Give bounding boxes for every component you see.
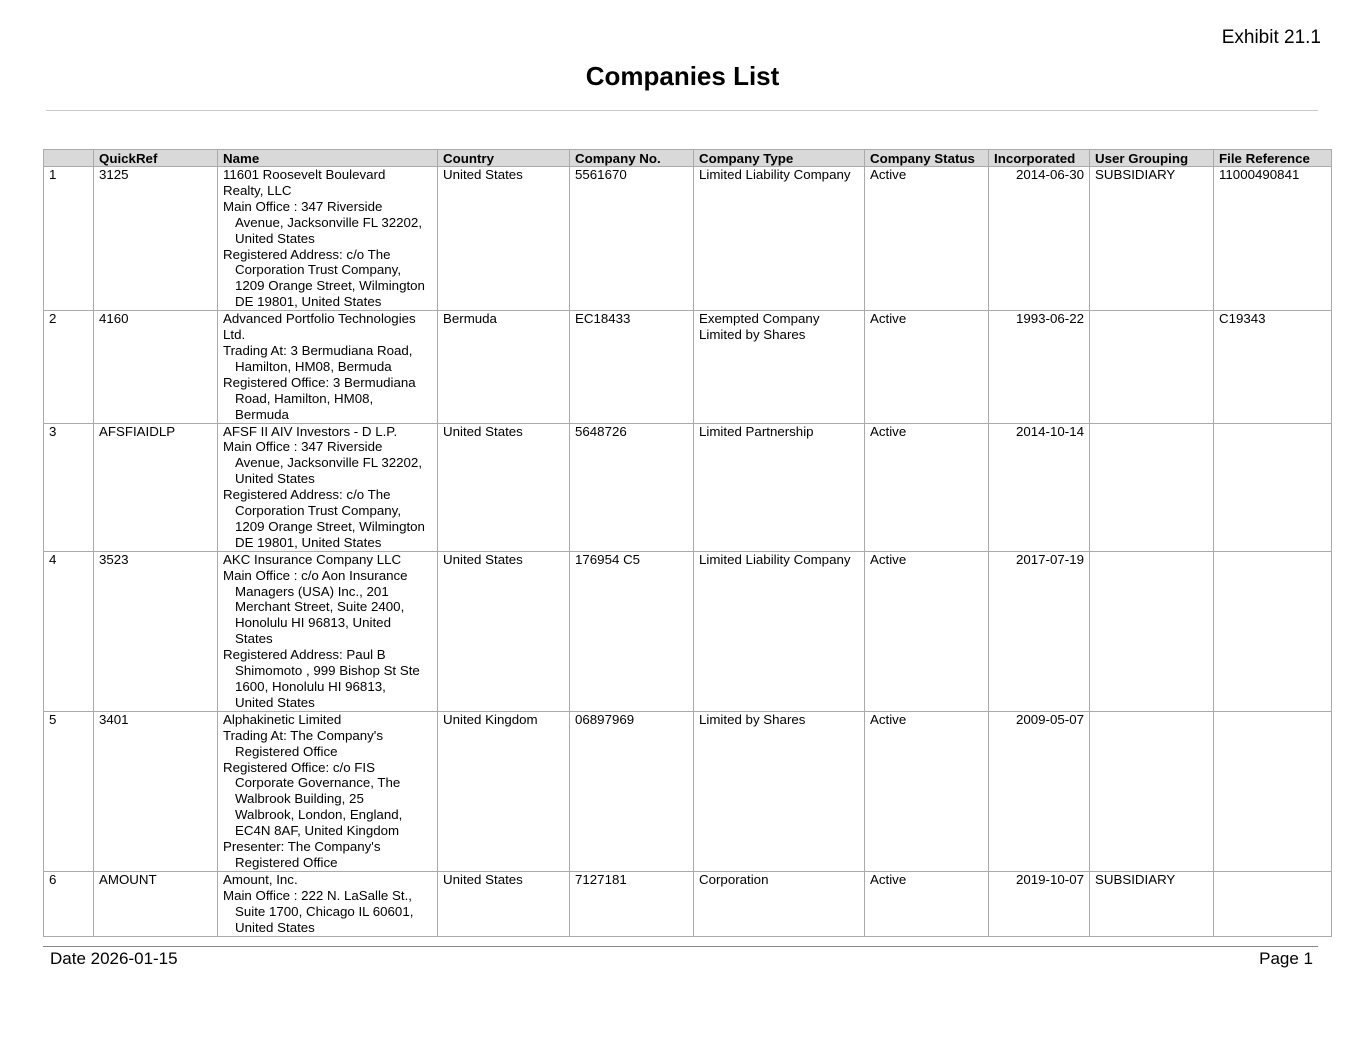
cell-incorporated: 2017-07-19: [989, 551, 1090, 711]
table-row: [44, 551, 1332, 711]
name-line: Advanced Portfolio Technologies: [223, 311, 416, 327]
name-line: United States: [235, 471, 315, 487]
cell-user-grouping: [1090, 551, 1214, 711]
cell-quickref: 3523: [94, 551, 218, 711]
name-line: Registered Office: [235, 854, 338, 870]
name-line: Shimomoto , 999 Bishop St Ste: [235, 663, 420, 679]
name-line: Avenue, Jacksonville FL 32202,: [235, 455, 423, 471]
cell-file-reference: [1214, 551, 1332, 711]
cell-name: [218, 711, 438, 871]
company-type-line: Limited by Shares: [699, 711, 806, 727]
cell-file-reference: [1214, 423, 1332, 551]
cell-company-status: Active: [865, 311, 989, 423]
footer-page-number: Page 1: [1259, 949, 1313, 968]
footer-divider: [43, 946, 1318, 947]
name-line: United States: [235, 919, 315, 935]
name-line: 11601 Roosevelt Boulevard: [223, 167, 386, 182]
name-line: Road, Hamilton, HM08,: [235, 390, 374, 406]
column-header-quickref: QuickRef: [94, 150, 218, 167]
cell-quickref: 4160: [94, 311, 218, 423]
cell-company-no: EC18433: [570, 311, 694, 423]
name-line: Registered Office: 3 Bermudiana: [223, 374, 416, 390]
cell-country: United States: [438, 871, 570, 936]
cell-index: 5: [44, 711, 94, 871]
column-header-name: Name: [218, 150, 438, 167]
cell-company-type: [694, 551, 865, 711]
cell-company-no: 06897969: [570, 711, 694, 871]
name-line: Main Office : 347 Riverside: [223, 198, 383, 214]
cell-quickref: AFSFIAIDLP: [94, 423, 218, 551]
company-type-line: Limited by Shares: [699, 327, 806, 343]
name-line: Trading At: 3 Bermudiana Road,: [223, 342, 413, 358]
name-line: DE 19801, United States: [235, 534, 382, 550]
cell-name: [218, 871, 438, 936]
cell-file-reference: [1214, 711, 1332, 871]
name-line: Registered Office: [235, 743, 338, 759]
column-header-company-type: Company Type: [694, 150, 865, 167]
name-line: Presenter: The Company's: [223, 839, 381, 855]
cell-company-type: [694, 167, 865, 311]
cell-user-grouping: SUBSIDIARY: [1090, 871, 1214, 936]
name-line: Alphakinetic Limited: [223, 711, 342, 727]
name-line: 1209 Orange Street, Wilmington: [235, 278, 425, 294]
name-line: Corporate Governance, The: [235, 775, 401, 791]
cell-company-status: Active: [865, 167, 989, 311]
name-line: United States: [235, 694, 315, 710]
cell-quickref: 3401: [94, 711, 218, 871]
company-type-line: Corporation: [699, 871, 769, 887]
name-line: AFSF II AIV Investors - D L.P.: [223, 423, 398, 439]
cell-incorporated: 2014-06-30: [989, 167, 1090, 311]
cell-index: 2: [44, 311, 94, 423]
cell-company-type: [694, 711, 865, 871]
cell-company-type: [694, 423, 865, 551]
company-type-line: Limited Liability Company: [699, 551, 851, 567]
name-line: Corporation Trust Company,: [235, 262, 402, 278]
cell-name: [218, 311, 438, 423]
cell-file-reference: [1214, 871, 1332, 936]
cell-user-grouping: [1090, 311, 1214, 423]
cell-name: [218, 423, 438, 551]
table-row: [44, 167, 1332, 311]
cell-index: 4: [44, 551, 94, 711]
cell-file-reference: C19343: [1214, 311, 1332, 423]
cell-country: United States: [438, 423, 570, 551]
company-type-line: Limited Liability Company: [699, 167, 851, 182]
footer-date: Date 2026-01-15: [50, 949, 178, 968]
cell-incorporated: 2019-10-07: [989, 871, 1090, 936]
cell-company-status: Active: [865, 551, 989, 711]
name-line: Registered Address: Paul B: [223, 647, 386, 663]
column-header-incorporated: Incorporated: [989, 150, 1090, 167]
name-line: Registered Address: c/o The: [223, 487, 391, 503]
column-header-user-grouping: User Grouping: [1090, 150, 1214, 167]
name-line: Walbrook, London, England,: [235, 807, 403, 823]
cell-user-grouping: [1090, 423, 1214, 551]
cell-company-type: [694, 871, 865, 936]
cell-company-no: 5561670: [570, 167, 694, 311]
name-line: Avenue, Jacksonville FL 32202,: [235, 214, 423, 230]
cell-file-reference: 11000490841: [1214, 167, 1332, 311]
cell-company-status: Active: [865, 711, 989, 871]
cell-name: [218, 551, 438, 711]
column-header-file-reference: File Reference: [1214, 150, 1332, 167]
company-type-line: Exempted Company: [699, 311, 820, 327]
cell-company-no: 5648726: [570, 423, 694, 551]
name-line: Bermuda: [235, 406, 289, 422]
name-line: United States: [235, 230, 315, 246]
table-header-row: [44, 150, 1332, 167]
cell-country: United States: [438, 551, 570, 711]
name-line: Honolulu HI 96813, United: [235, 615, 391, 631]
name-line: Merchant Street, Suite 2400,: [235, 599, 405, 615]
cell-user-grouping: [1090, 711, 1214, 871]
cell-country: United Kingdom: [438, 711, 570, 871]
companies-table: [43, 149, 1332, 937]
name-line: 1600, Honolulu HI 96813,: [235, 679, 386, 694]
name-line: Main Office : 347 Riverside: [223, 439, 383, 455]
page-title: Companies List: [585, 61, 780, 91]
name-line: Registered Address: c/o The: [223, 246, 391, 262]
name-line: AKC Insurance Company LLC: [223, 551, 402, 567]
cell-country: Bermuda: [438, 311, 570, 423]
name-line: Managers (USA) Inc., 201: [235, 583, 389, 599]
cell-incorporated: 2014-10-14: [989, 423, 1090, 551]
company-type-line: Limited Partnership: [699, 423, 814, 439]
name-line: Registered Office: c/o FIS: [223, 759, 375, 775]
name-line: Ltd.: [223, 327, 246, 343]
cell-index: 3: [44, 423, 94, 551]
name-line: Main Office : 222 N. LaSalle St.,: [223, 887, 412, 903]
cell-company-status: Active: [865, 871, 989, 936]
header-divider: [46, 110, 1318, 111]
cell-company-no: 7127181: [570, 871, 694, 936]
column-header-company-status: Company Status: [865, 150, 989, 167]
cell-index: 6: [44, 871, 94, 936]
table-row: [44, 423, 1332, 551]
cell-quickref: 3125: [94, 167, 218, 311]
column-header-country: Country: [438, 150, 570, 167]
table-row: [44, 311, 1332, 423]
name-line: Trading At: The Company's: [223, 727, 383, 743]
name-line: Hamilton, HM08, Bermuda: [235, 358, 392, 374]
table-row: [44, 711, 1332, 871]
exhibit-label: Exhibit 21.1: [1221, 27, 1321, 48]
column-header-company-no: Company No.: [570, 150, 694, 167]
cell-company-status: Active: [865, 423, 989, 551]
cell-incorporated: 2009-05-07: [989, 711, 1090, 871]
name-line: Main Office : c/o Aon Insurance: [223, 567, 408, 583]
name-line: Walbrook Building, 25: [235, 791, 364, 807]
cell-company-type: [694, 311, 865, 423]
name-line: Suite 1700, Chicago IL 60601,: [235, 903, 414, 919]
cell-incorporated: 1993-06-22: [989, 311, 1090, 423]
name-line: EC4N 8AF, United Kingdom: [235, 823, 400, 839]
name-line: States: [235, 631, 273, 647]
name-line: Realty, LLC: [223, 182, 292, 198]
cell-name: [218, 167, 438, 311]
cell-company-no: 176954 C5: [570, 551, 694, 711]
name-line: Corporation Trust Company,: [235, 503, 402, 519]
name-line: DE 19801, United States: [235, 294, 382, 310]
column-header-index: [44, 150, 94, 167]
name-line: Amount, Inc.: [223, 871, 298, 887]
cell-user-grouping: SUBSIDIARY: [1090, 167, 1214, 311]
table-row: [44, 871, 1332, 936]
name-line: 1209 Orange Street, Wilmington: [235, 518, 425, 534]
cell-quickref: AMOUNT: [94, 871, 218, 936]
cell-country: United States: [438, 167, 570, 311]
cell-index: 1: [44, 167, 94, 311]
